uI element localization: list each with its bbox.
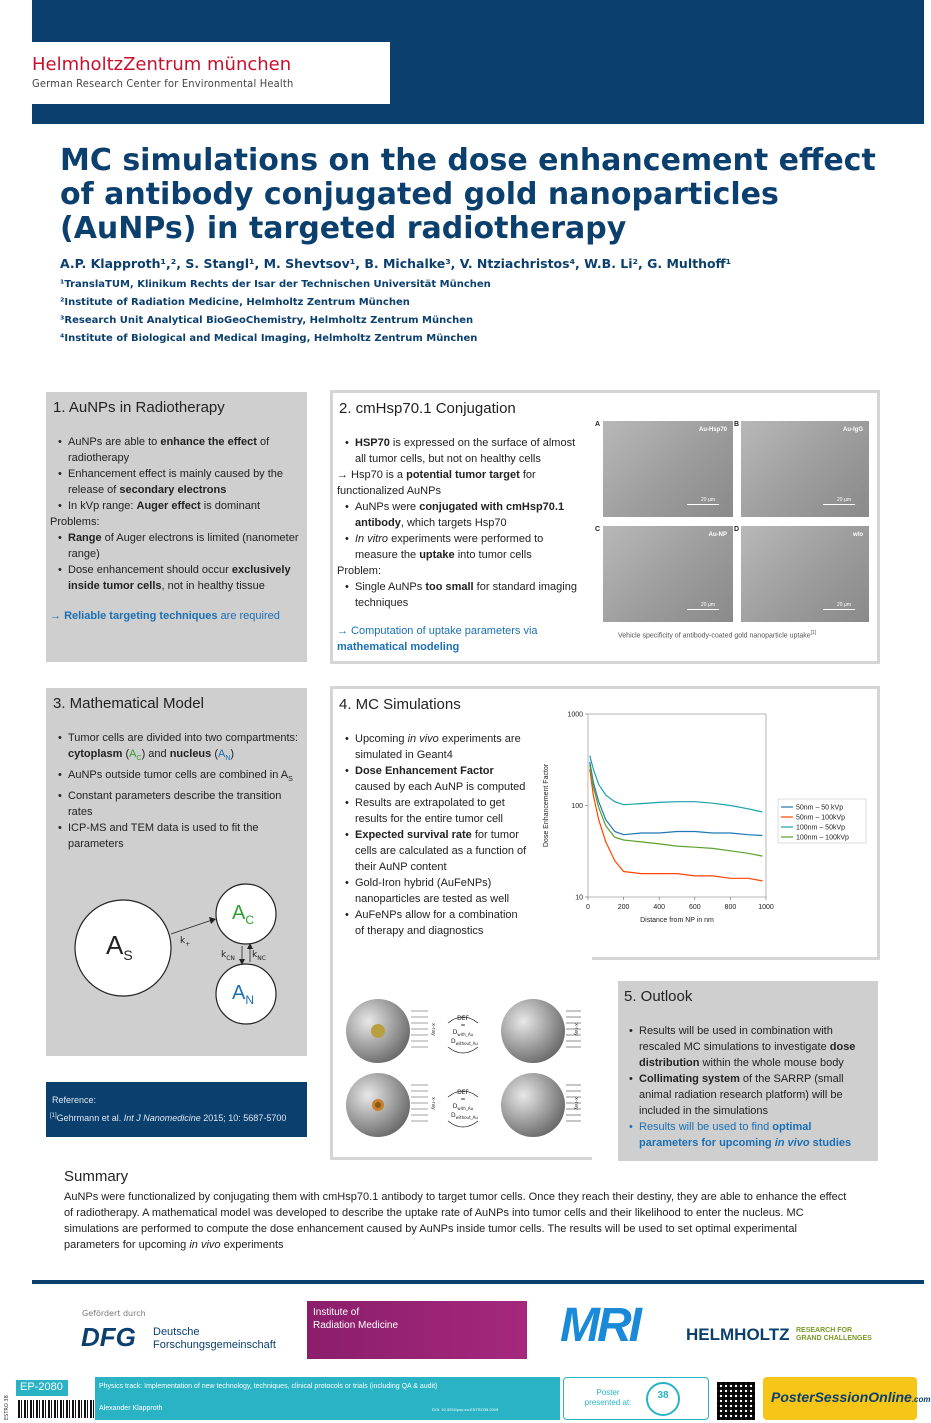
footer-divider <box>32 1280 924 1284</box>
section-5-title: 5. Outlook <box>624 988 693 1005</box>
qr-code[interactable] <box>717 1382 755 1420</box>
simulation-illustration <box>330 955 592 1160</box>
s3-bullet-4: • ICP-MS and TEM data is used to fit the parameters <box>68 820 300 852</box>
pso-logo[interactable] <box>763 1377 931 1420</box>
s1-conclusion: → Reliable targeting techniques are required <box>50 610 280 622</box>
legend-label-3: 100nm – 50kVp <box>796 824 846 832</box>
y-axis-label: Dose Enhancement Factor <box>543 763 550 848</box>
helmholtz-tagline: RESEARCH FOR GRAND CHALLENGES <box>796 1327 872 1342</box>
presenter: Alexander Klapproth <box>99 1405 163 1412</box>
legend-label-2: 50nm – 100kVp <box>796 814 846 822</box>
s3-bullet-3: • Constant parameters describe the transition rates <box>68 788 300 820</box>
s2-bullet-1: • HSP70 is expressed on the surface of almost all tumor cells, but not on healthy cells <box>355 435 589 467</box>
s4-bullet-4: • Expected survival rate for tumor cells are calculated as a function of their AuNP content <box>355 827 527 875</box>
s3-compartments: cytoplasm $(A_C)$ and nucleus $(A_N)$ <box>68 748 235 763</box>
image-letter-a: A <box>595 421 601 428</box>
s4-bullet-3: • Results are extrapolated to get results for the entire tumor cell <box>355 795 527 827</box>
image-letter-b: B <box>734 421 740 428</box>
s4-bullet-2: • Dose Enhancement Factor caused by each AuNP is computed <box>355 763 527 795</box>
compartment-diagram <box>46 868 307 1018</box>
dose-enhancement-chart <box>538 704 870 934</box>
section-aunps-radiotherapy <box>46 392 307 662</box>
s3-bullet-2: • AuNPs outside tumor cells are combined in $A_S$ <box>68 767 300 788</box>
authors: A.P. Klapproth¹,², S. Stangl¹, M. Shevtsov¹, B. Michalke³, V. Ntziachristos⁴, W.B. Li², G. Multhoff¹ <box>60 256 732 271</box>
irm-text: Institute of Radiation Medicine <box>313 1307 399 1331</box>
simulation-figures <box>333 955 592 1157</box>
node-ac: $A_C$ <box>232 902 255 927</box>
s1-problem-1: • Range of Auger electrons is limited (nanometer range) <box>68 530 300 562</box>
y-tick-label: 100 <box>571 803 583 810</box>
section-1-title: 1. AuNPs in Radiotherapy <box>53 399 225 416</box>
xray-label-4: x-ray <box>573 1097 579 1110</box>
micrograph-without: w/o 20 µm <box>741 526 869 622</box>
image-letter-c: C <box>595 526 601 533</box>
barcode <box>18 1400 94 1418</box>
poster-code: EP-2080 <box>20 1381 63 1393</box>
estro-badge-number: 38 <box>657 1390 669 1401</box>
x-tick-label: 1000 <box>758 904 774 911</box>
dfg-funded-by: Gefördert durch <box>82 1309 146 1318</box>
irm-logo <box>307 1301 527 1359</box>
s1-bullet-1: • AuNPs are able to enhance the effect of radiotherapy <box>68 434 300 466</box>
rate-k-nc: $k_{NC}$ <box>252 950 266 962</box>
mri-logo: MRI <box>560 1299 639 1352</box>
section-math-model <box>46 688 307 1056</box>
presented-at-box <box>563 1377 709 1420</box>
affiliation-4: ⁴Institute of Biological and Medical Imaging, Helmholtz Zentrum München <box>60 333 478 344</box>
reference-label: Reference: <box>52 1095 97 1105</box>
s2-arrow-line: → Hsp70 is a potential tumor target for functionalized AuNPs <box>337 469 536 497</box>
section-4-title: 4. MC Simulations <box>339 696 461 713</box>
y-tick-label: 10 <box>575 894 583 902</box>
s1-bullet-2: • Enhancement effect is mainly caused by the release of secondary electrons <box>68 466 300 498</box>
affiliation-1: ¹TranslaTUM, Klinikum Rechts der Isar der Technischen Universität München <box>60 279 491 290</box>
section-3-body <box>50 730 300 852</box>
xray-label-2: x-ray <box>573 1023 579 1036</box>
s3-bullet-1: • Tumor cells are divided into two compartments: <box>68 730 300 746</box>
side-id: ESTRO 38 <box>4 1395 10 1420</box>
chart-plot-area <box>588 714 766 897</box>
x-tick-label: 0 <box>586 904 590 911</box>
doi: DOI: 10.3252/pso.eu.ESTRO38.2019 <box>432 1407 499 1412</box>
s1-problem-2: • Dose enhancement should occur exclusively inside tumor cells, not in healthy tissue <box>68 562 300 594</box>
node-an: $A_N$ <box>232 982 255 1007</box>
s2-problem-label: Problem: <box>337 565 382 577</box>
y-tick-label: 1000 <box>567 711 583 719</box>
xray-label-3: x-ray <box>430 1097 436 1110</box>
presented-at: Poster presented at: <box>584 1388 632 1407</box>
rate-k-plus: $k_+$ <box>180 936 191 948</box>
dfg-logo: DFG <box>81 1322 136 1352</box>
xray-label-1: x-ray <box>430 1023 436 1036</box>
micrograph-au-np: Au-NP 20 µm <box>603 526 733 622</box>
reference-entry: [1]Gehrmann et al. Int J Nanomedicine 2015; 10: 5687-5700 <box>50 1113 287 1123</box>
micrograph-au-hsp70: Au-Hsp70 20 µm <box>603 421 733 517</box>
dfg-name: Deutsche Forschungsgemeinschaft <box>153 1326 276 1351</box>
summary-title: Summary <box>64 1168 129 1185</box>
section-3-title: 3. Mathematical Model <box>53 695 204 712</box>
pso-text: PosterSessionOnline.com <box>771 1389 931 1405</box>
logo-name: HelmholtzZentrum münchen <box>32 54 292 75</box>
s5-bullet-1: • Results will be used in combination with rescaled MC simulations to investigate dose distribution within the whole mouse body <box>639 1023 873 1071</box>
x-tick-label: 800 <box>724 904 737 911</box>
image-letter-d: D <box>734 526 740 533</box>
s5-bullet-2: • Collimating system of the SARRP (small animal radiation research platform) will be included in the simulations <box>639 1071 873 1119</box>
micrograph-caption: Vehicle specificity of antibody-coated gold nanoparticle uptake[1] <box>618 630 817 640</box>
x-tick-label: 200 <box>617 904 630 911</box>
section-mc-simulations <box>330 686 880 960</box>
s2-bullet-2: • AuNPs were conjugated with cmHsp70.1 antibody, which targets Hsp70 <box>355 499 589 531</box>
poster-title: MC simulations on the dose enhancement effect of antibody conjugated gold nanoparticles (AuNPs) in targeted radiotherapy <box>60 143 876 246</box>
s4-bullet-1: • Upcoming in vivo experiments are simulated in Geant4 <box>355 731 527 763</box>
s2-conclusion: → Computation of uptake parameters via mathematical modeling <box>337 625 538 653</box>
x-tick-label: 400 <box>653 904 666 911</box>
micrograph-au-igg: Au-IgG 20 µm <box>741 421 869 517</box>
x-tick-label: 600 <box>688 904 701 911</box>
affiliation-3: ³Research Unit Analytical BioGeoChemistry, Helmholtz Zentrum München <box>60 315 474 326</box>
s4-bullet-5: • Gold-Iron hybrid (AuFeNPs) nanoparticles are tested as well <box>355 875 527 907</box>
s4-bullet-6: • AuFeNPs allow for a combination of therapy and diagnostics <box>355 907 527 939</box>
affiliation-2: ²Institute of Radiation Medicine, Helmholtz Zentrum München <box>60 297 410 308</box>
s5-bullet-3: • Results will be used to find optimal parameters for upcoming in vivo studies <box>639 1119 873 1151</box>
section-2-body <box>337 435 589 655</box>
logo-subtitle: German Research Center for Environmental Health <box>32 77 294 90</box>
x-axis-label: Distance from NP in nm <box>640 917 714 924</box>
helmholtz-logo-footer: HELMHOLTZ <box>686 1325 790 1344</box>
section-2-title: 2. cmHsp70.1 Conjugation <box>339 400 516 417</box>
section-1-body <box>50 434 300 624</box>
s2-problem-1: • Single AuNPs too small for standard imaging techniques <box>355 579 589 611</box>
poster-code-box <box>4 1378 94 1420</box>
section-conjugation <box>330 390 880 664</box>
summary-text: AuNPs were functionalized by conjugating them with cmHsp70.1 antibody to target tumor cells. Once they reach their destiny, they are able to enhance the effect of radiotherapy. A mathematical model was developed to describe the uptake rate of AuNPs into tumor cells and their likelihood to enter the nucleus. MC simulations are performed to compute the dose enhancement caused by AuNPs inside tumor cells. The results will be used to set optimal experimental parameters for upcoming in vivo experiments <box>64 1191 847 1251</box>
section-outlook <box>618 981 878 1161</box>
legend-label-1: 50nm – 50 kVp <box>796 804 844 812</box>
section-4-body <box>337 731 527 939</box>
track-text: Physics track: Implementation of new technology, techniques, clinical protocols or trials (including QA & audit) <box>99 1383 438 1390</box>
s2-bullet-3: • In vitro experiments were performed to measure the uptake into tumor cells <box>355 531 589 563</box>
rate-k-cn: $k_{CN}$ <box>221 950 235 962</box>
s1-problems-label: Problems: <box>50 516 100 528</box>
legend-label-4: 100nm – 100kVp <box>796 834 849 842</box>
def-formula-1: DEF = $D_{with\_Au}$ $D_{without\_Au}$ <box>451 1015 478 1047</box>
reference-box <box>46 1082 307 1137</box>
s1-bullet-3: • In kVp range: Auger effect is dominant <box>68 498 300 514</box>
def-formula-2: DEF = $D_{with\_Au}$ $D_{without\_Au}$ <box>451 1089 478 1121</box>
track-bar <box>95 1377 560 1420</box>
section-5-body <box>621 1023 873 1151</box>
node-as: $A_S$ <box>106 930 133 964</box>
